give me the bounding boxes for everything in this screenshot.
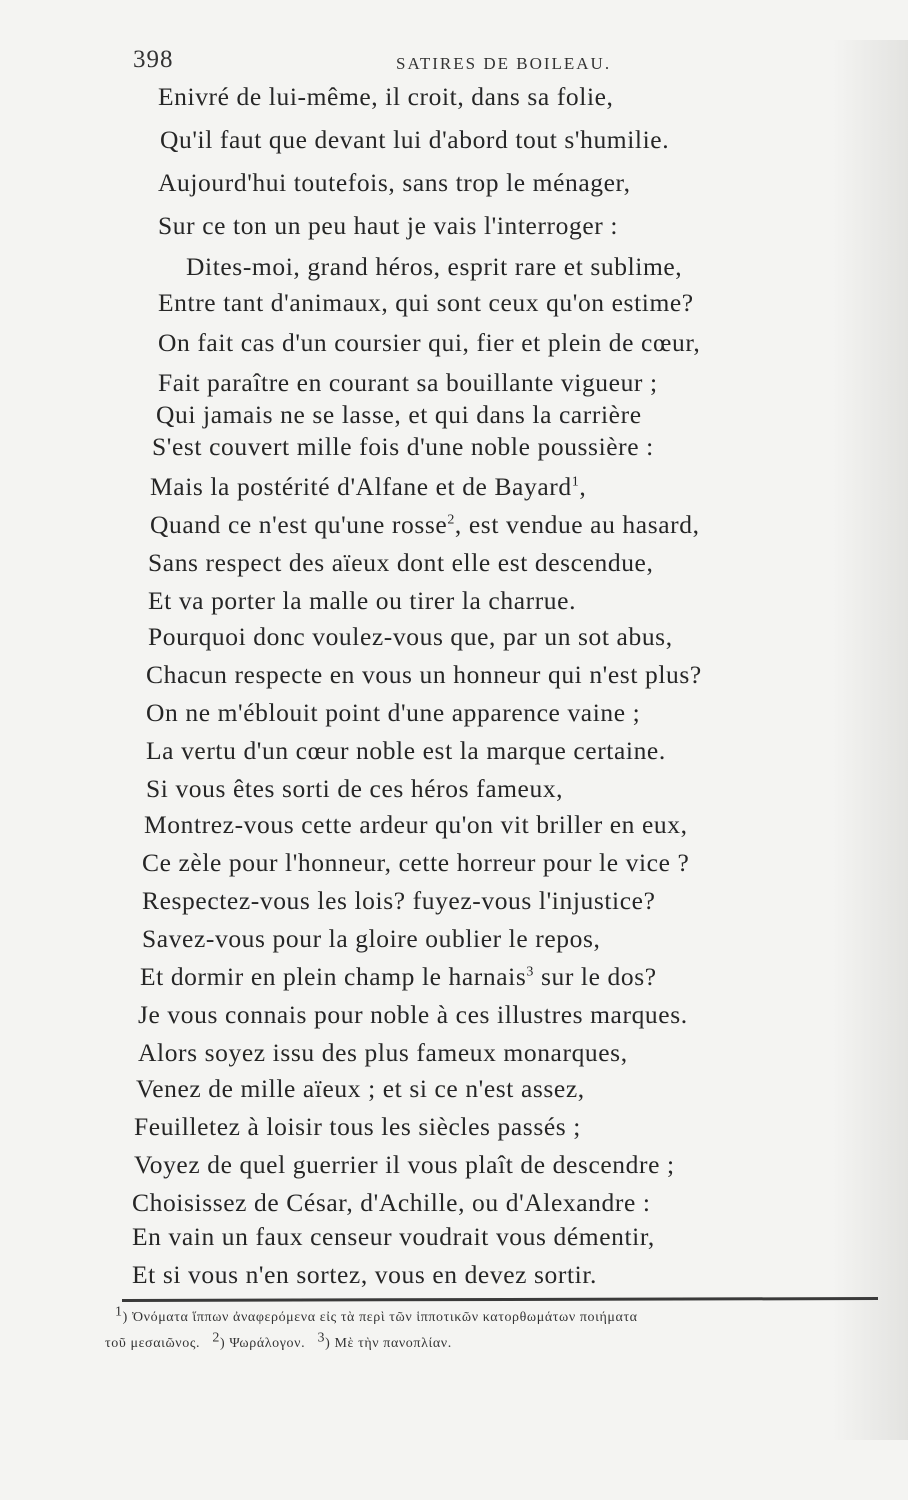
verse-line: Enivré de lui-même, il croit, dans sa folie, (158, 82, 614, 111)
footnote-ref: 1 (571, 474, 580, 490)
verse-line: On ne m'éblouit point d'une apparence vaine ; (146, 698, 641, 727)
verse-text: , est vendue au hasard, (454, 510, 700, 539)
footnote-text: τοῦ μεσαιῶνος. (105, 1336, 201, 1351)
page-number: 398 (133, 46, 174, 73)
verse-line: Venez de mille aïeux ; et si ce n'est assez, (136, 1074, 585, 1103)
verse-line: Je vous connais pour noble à ces illustres marques. (138, 1000, 688, 1029)
verse-line: Aujourd'hui toutefois, sans trop le ménager, (158, 168, 631, 197)
verse-line: Savez-vous pour la gloire oublier le repos, (142, 924, 601, 953)
verse-line: S'est couvert mille fois d'une noble poussière : (152, 432, 654, 461)
footnote-text: Μὲ τὴν πανοπλίαν. (334, 1336, 452, 1351)
verse-text: Quand ce n'est qu'une rosse (150, 510, 448, 539)
verse-line: Qui jamais ne se lasse, et qui dans la carrière (156, 400, 642, 429)
verse-line: Fait paraître en courant sa bouillante vigueur ; (158, 368, 658, 397)
verse-line: Alors soyez issu des plus fameux monarques, (138, 1038, 628, 1067)
verse-line (140, 962, 657, 992)
verse-text: Mais la postérité d'Alfane et de Bayard (150, 472, 572, 501)
verse-line: Et va porter la malle ou tirer la charrue. (148, 586, 577, 615)
verse-line (150, 510, 700, 540)
verse-line: La vertu d'un cœur noble est la marque certaine. (146, 736, 666, 765)
verse-line: Pourquoi donc voulez-vous que, par un sot abus, (148, 622, 673, 651)
verse-line: Feuilletez à loisir tous les siècles passés ; (134, 1112, 581, 1141)
footnote-text: Ὀνόματα ἵππων ἀναφερόμενα εἰς τὰ περὶ τῶν ἱπποτικῶν κατορθωμάτων ποιήματα (131, 1310, 638, 1325)
verse-line: Choisissez de César, d'Achille, ou d'Alexandre : (132, 1188, 651, 1217)
verse-line: On fait cas d'un coursier qui, fier et plein de cœur, (158, 328, 701, 357)
verse-line: Qu'il faut que devant lui d'abord tout s'humilie. (160, 125, 670, 154)
verse-line: Sans respect des aïeux dont elle est descendue, (148, 548, 654, 577)
verse-text: , (579, 472, 587, 501)
verse-line: Dites-moi, grand héros, esprit rare et sublime, (186, 252, 683, 281)
verse-line: Et si vous n'en sortez, vous en devez sortir. (132, 1260, 598, 1289)
footnote-ref: 2 (447, 512, 455, 528)
verse-line: Voyez de quel guerrier il vous plaît de descendre ; (134, 1150, 675, 1179)
footnote-mark: 3 (317, 1330, 326, 1346)
verse-text: Et dormir en plein champ le harnais (140, 962, 527, 991)
footnote-ref: 3 (526, 964, 534, 980)
running-head: SATIRES DE BOILEAU. (396, 54, 612, 73)
footnote-line: τοῦ μεσαιῶνος. $^2$) Ψωράλογον. $^3$) Μὲ τὴν πανοπλίαν. (105, 1330, 452, 1351)
verse-line: Montrez-vous cette ardeur qu'on vit briller en eux, (144, 810, 688, 839)
verse-line: Ce zèle pour l'honneur, cette horreur pour le vice ? (142, 848, 690, 877)
footnote-rule (122, 1297, 878, 1302)
verse-line: Chacun respecte en vous un honneur qui n'est plus? (146, 660, 702, 689)
verse-line: En vain un faux censeur voudrait vous démentir, (132, 1222, 655, 1251)
verse-line: Entre tant d'animaux, qui sont ceux qu'on estime? (158, 288, 694, 317)
footnote-mark: 2 (212, 1330, 221, 1346)
verse-line: Respectez-vous les lois? fuyez-vous l'injustice? (142, 886, 656, 915)
footnote-line: $^1$) Ὀνόματα ἵππων ἀναφερόμενα εἰς τὰ περὶ τῶν ἱπποτικῶν κατορθωμάτων ποιήματα (115, 1304, 638, 1325)
verse-line (150, 472, 586, 502)
verse-line: Si vous êtes sorti de ces héros fameux, (146, 774, 564, 803)
page-header (133, 46, 643, 78)
footnote-text: Ψωράλογον. (229, 1336, 306, 1351)
footnote-mark: 1 (115, 1304, 123, 1320)
verse-line: Sur ce ton un peu haut je vais l'interroger : (158, 211, 619, 240)
verse-text: sur le dos? (534, 962, 657, 991)
facing-page-bleed-through (832, 40, 908, 1440)
